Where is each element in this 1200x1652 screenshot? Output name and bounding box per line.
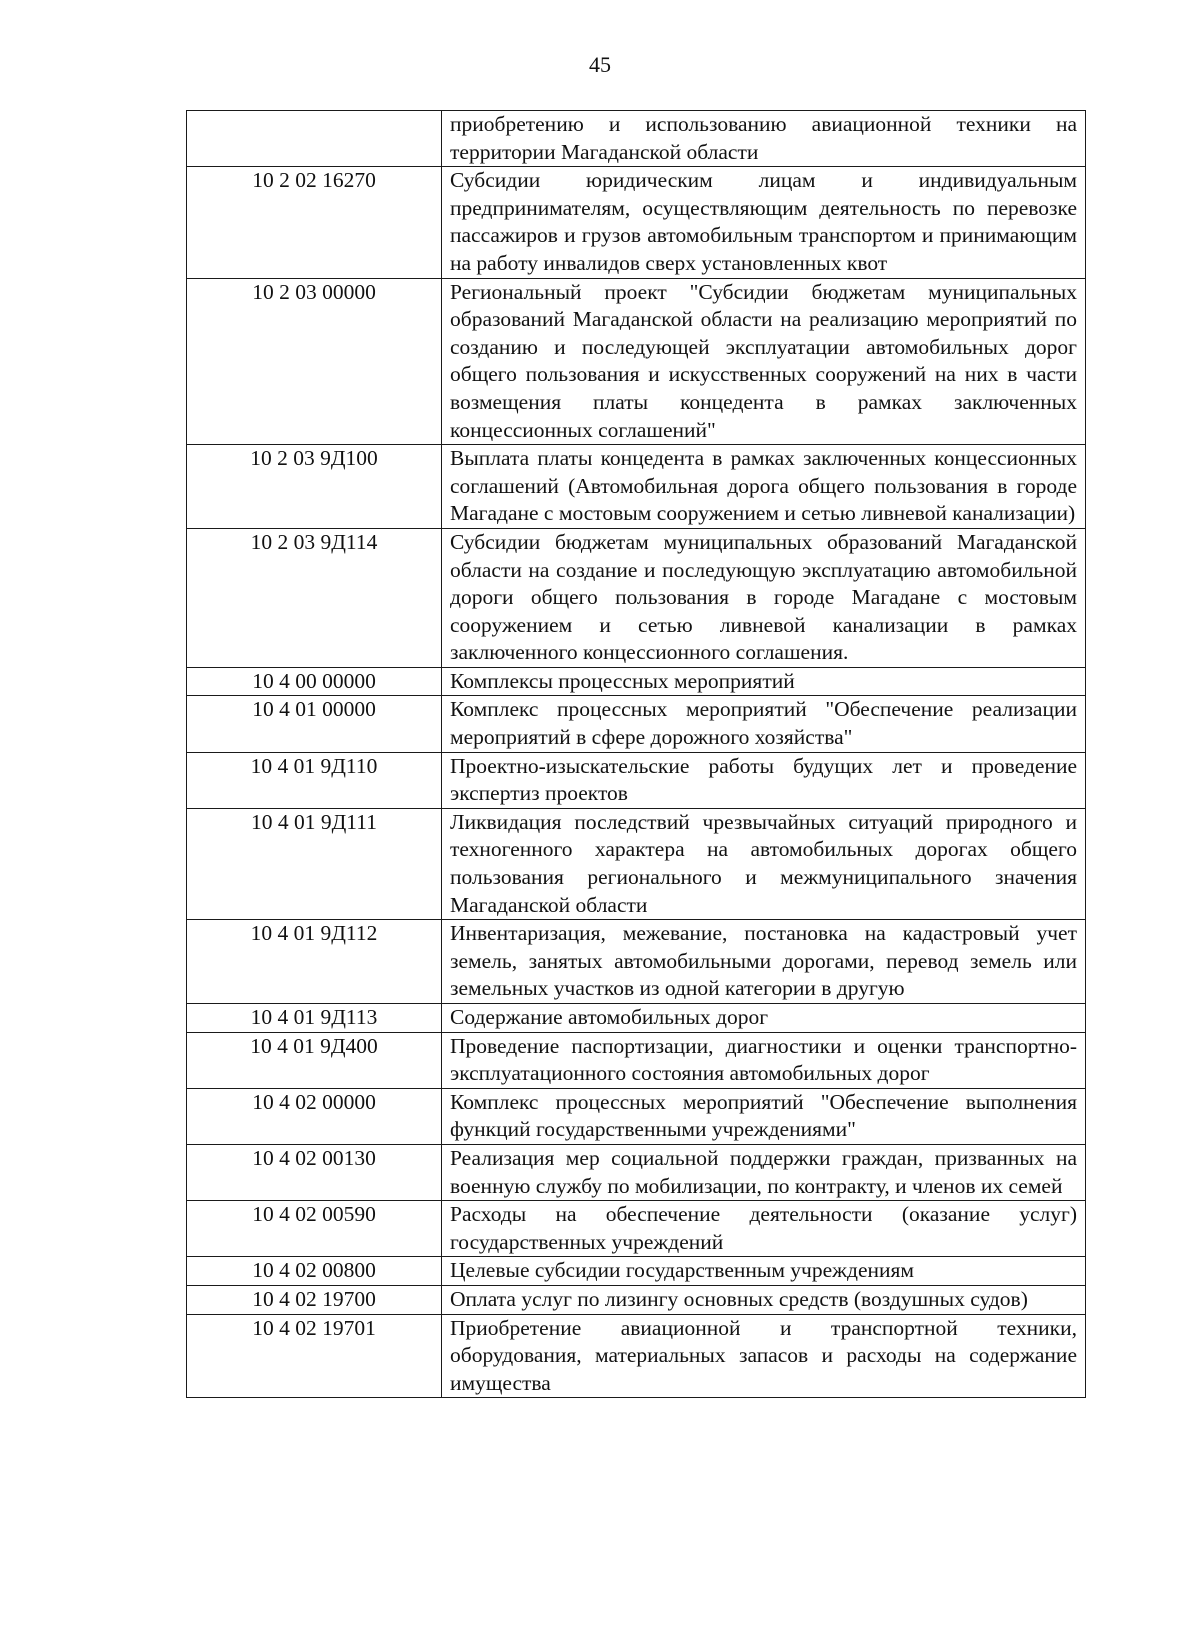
row-code: 10 4 01 9Д113 — [187, 1004, 442, 1033]
row-code: 10 4 00 00000 — [187, 667, 442, 696]
table-row — [187, 1201, 1086, 1257]
row-description: Ликвидация последствий чрезвычайных ситуаций природного и техногенного характера на автомобильных дорогах общего пользования регионального и межмуниципального значения Магаданской области — [442, 808, 1086, 919]
table-row — [187, 167, 1086, 278]
row-description: Комплекс процессных мероприятий "Обеспечение реализации мероприятий в сфере дорожного хозяйства" — [442, 696, 1086, 752]
row-code: 10 2 03 9Д100 — [187, 445, 442, 529]
row-code: 10 4 01 9Д111 — [187, 808, 442, 919]
row-code: 10 2 03 9Д114 — [187, 528, 442, 667]
row-code — [187, 111, 442, 167]
row-code: 10 4 02 00590 — [187, 1201, 442, 1257]
row-description: Региональный проект "Субсидии бюджетам муниципальных образований Магаданской области на реализацию мероприятий по созданию и последующей эксплуатации автомобильных дорог общего пользования и искусственных сооружений на них в части возмещения платы концедента в рамках заключенных концессионных соглашений" — [442, 278, 1086, 445]
row-code: 10 4 02 19701 — [187, 1314, 442, 1398]
row-code: 10 2 02 16270 — [187, 167, 442, 278]
table-row — [187, 752, 1086, 808]
table-row — [187, 1004, 1086, 1033]
row-description: Проектно-изыскательские работы будущих лет и проведение экспертиз проектов — [442, 752, 1086, 808]
table-row — [187, 528, 1086, 667]
table-row — [187, 920, 1086, 1004]
table-row — [187, 1314, 1086, 1398]
table-row — [187, 1285, 1086, 1314]
table-row — [187, 667, 1086, 696]
row-code: 10 2 03 00000 — [187, 278, 442, 445]
row-description: Проведение паспортизации, диагностики и оценки транспортно-эксплуатационного состояния автомобильных дорог — [442, 1032, 1086, 1088]
table-row — [187, 808, 1086, 919]
budget-codes-table — [186, 110, 1086, 1398]
row-description: Оплата услуг по лизингу основных средств (воздушных судов) — [442, 1285, 1086, 1314]
row-code: 10 4 01 9Д112 — [187, 920, 442, 1004]
row-description: Комплексы процессных мероприятий — [442, 667, 1086, 696]
row-description: Содержание автомобильных дорог — [442, 1004, 1086, 1033]
row-description: Комплекс процессных мероприятий "Обеспечение выполнения функций государственными учреждениями" — [442, 1088, 1086, 1144]
row-code: 10 4 01 00000 — [187, 696, 442, 752]
row-description: Субсидии бюджетам муниципальных образований Магаданской области на создание и последующую эксплуатацию автомобильной дороги общего пользования в городе Магадане с мостовым сооружением и сетью ливневой канализации в рамках заключенного концессионного соглашения. — [442, 528, 1086, 667]
row-description: Инвентаризация, межевание, постановка на кадастровый учет земель, занятых автомобильными дорогами, перевод земель или земельных участков из одной категории в другую — [442, 920, 1086, 1004]
row-description: Субсидии юридическим лицам и индивидуальным предпринимателям, осуществляющим деятельность по перевозке пассажиров и грузов автомобильным транспортом и принимающим на работу инвалидов сверх установленных квот — [442, 167, 1086, 278]
row-code: 10 4 01 9Д110 — [187, 752, 442, 808]
row-description: Расходы на обеспечение деятельности (оказание услуг) государственных учреждений — [442, 1201, 1086, 1257]
row-description: Реализация мер социальной поддержки граждан, призванных на военную службу по мобилизации, по контракту, и членов их семей — [442, 1144, 1086, 1200]
table-row — [187, 278, 1086, 445]
table-row — [187, 1144, 1086, 1200]
table-row — [187, 1032, 1086, 1088]
row-code: 10 4 02 00000 — [187, 1088, 442, 1144]
page-number: 45 — [589, 52, 611, 77]
row-code: 10 4 02 19700 — [187, 1285, 442, 1314]
row-description: Приобретение авиационной и транспортной техники, оборудования, материальных запасов и расходы на содержание имущества — [442, 1314, 1086, 1398]
row-code: 10 4 02 00130 — [187, 1144, 442, 1200]
row-code: 10 4 01 9Д400 — [187, 1032, 442, 1088]
row-description: Целевые субсидии государственным учреждениям — [442, 1257, 1086, 1286]
table-row — [187, 696, 1086, 752]
table-row — [187, 1257, 1086, 1286]
table-row — [187, 1088, 1086, 1144]
row-description: приобретению и использованию авиационной техники на территории Магаданской области — [442, 111, 1086, 167]
row-code: 10 4 02 00800 — [187, 1257, 442, 1286]
table-row — [187, 445, 1086, 529]
row-description: Выплата платы концедента в рамках заключенных концессионных соглашений (Автомобильная дорога общего пользования в городе Магадане с мостовым сооружением и сетью ливневой канализации) — [442, 445, 1086, 529]
table-row — [187, 111, 1086, 167]
